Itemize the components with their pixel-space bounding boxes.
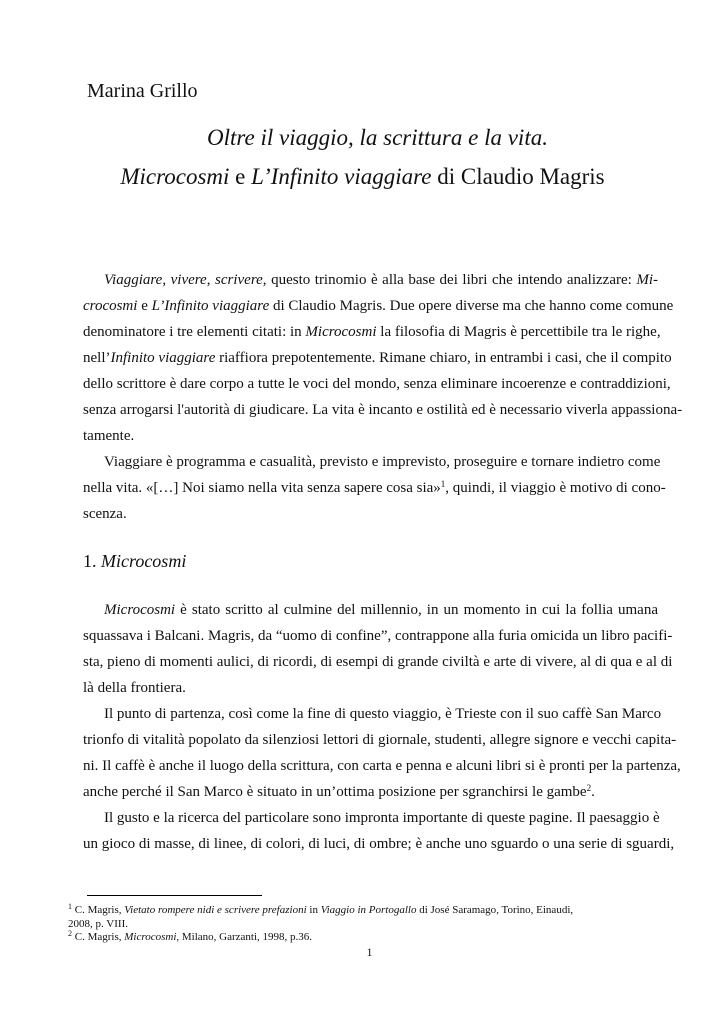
section-line: squassava i Balcani. Magris, da “uomo di confine”, contrappone alla furia omicida un libro pacifi- <box>83 628 673 644</box>
section-line: trionfo di vitalità popolato da silenziosi lettori di giornale, studenti, allegre signore e vecchi capita- <box>83 732 677 748</box>
section-line: ni. Il caffè è anche il luogo della scrittura, con carta e penna e alcuni libri si è pronti per la partenza, <box>83 758 681 774</box>
section-line: Il punto di partenza, così come la fine di questo viaggio, è Trieste con il suo caffè San Marco <box>104 706 662 722</box>
intro-line: nell’Infinito viaggiare riaffiora prepotentemente. Rimane chiaro, in entrambi i casi, che il compito <box>83 350 672 366</box>
section-line: anche perché il San Marco è situato in un’ottima posizione per sgranchirsi le gambe$^2$. <box>83 783 595 800</box>
intro-line: tamente. <box>83 428 135 444</box>
title-line-2: Microcosmi e L’Infinito viaggiare di Claudio Magris <box>120 164 605 189</box>
title-line-1: Oltre il viaggio, la scrittura e la vita. <box>207 125 548 150</box>
footnote-ref: 1 <box>440 479 446 489</box>
footnote-1-continued: 2008, p. VIII. <box>68 918 128 930</box>
intro-line: Viaggiare è programma e casualità, previsto e imprevisto, proseguire e tornare indietro come <box>104 454 661 470</box>
section-line: Il gusto e la ricerca del particolare sono impronta importante di queste pagine. Il paesaggio è <box>104 810 660 826</box>
section-line: Microcosmi è stato scritto al culmine del millennio, in un momento in cui la follia umana <box>104 602 658 618</box>
intro-line: Viaggiare, vivere, scrivere, questo trinomio è alla base dei libri che intendo analizzare: Mi- <box>104 272 659 288</box>
footnote-1: $^1$ C. Magris, Vietato rompere nidi e scrivere prefazioni in Viaggio in Portogallo di José Saramago, Torino, Einaudi, <box>68 902 574 916</box>
intro-line: denominatore i tre elementi citati: in Microcosmi la filosofia di Magris è percettibile tra le righe, <box>83 324 661 340</box>
footnote-separator <box>87 895 262 896</box>
section-heading: 1. Microcosmi <box>83 551 187 571</box>
page-number: 1 <box>366 945 373 959</box>
footnote-ref: 2 <box>586 783 592 793</box>
section-line: un gioco di masse, di linee, di colori, di luci, di ombre; è anche uno sguardo o una serie di sguardi, <box>83 836 675 852</box>
intro-line: dello scrittore è dare corpo a tutte le voci del mondo, senza eliminare incoerenze e contraddizioni, <box>83 376 671 392</box>
section-line: sta, pieno di momenti aulici, di ricordi, di esempi di grande civiltà e arte di vivere, al di qua e al di <box>83 654 673 670</box>
intro-line: crocosmi e L’Infinito viaggiare di Claudio Magris. Due opere diverse ma che hanno come comune <box>83 298 674 314</box>
section-line: là della frontiera. <box>83 680 186 696</box>
intro-line: senza arrogarsi l'autorità di giudicare. La vita è incanto e ostilità ed è necessario viverla appassiona- <box>83 402 683 418</box>
intro-line: nella vita. «[…] Noi siamo nella vita senza sapere cosa sia»$^1$, quindi, il viaggio è motivo di cono- <box>83 479 666 496</box>
footnote-2: $^2$ C. Magris, Microcosmi, Milano, Garzanti, 1998, p.36. <box>68 929 313 943</box>
author-name: Marina Grillo <box>87 80 198 102</box>
intro-line: scenza. <box>83 506 127 522</box>
